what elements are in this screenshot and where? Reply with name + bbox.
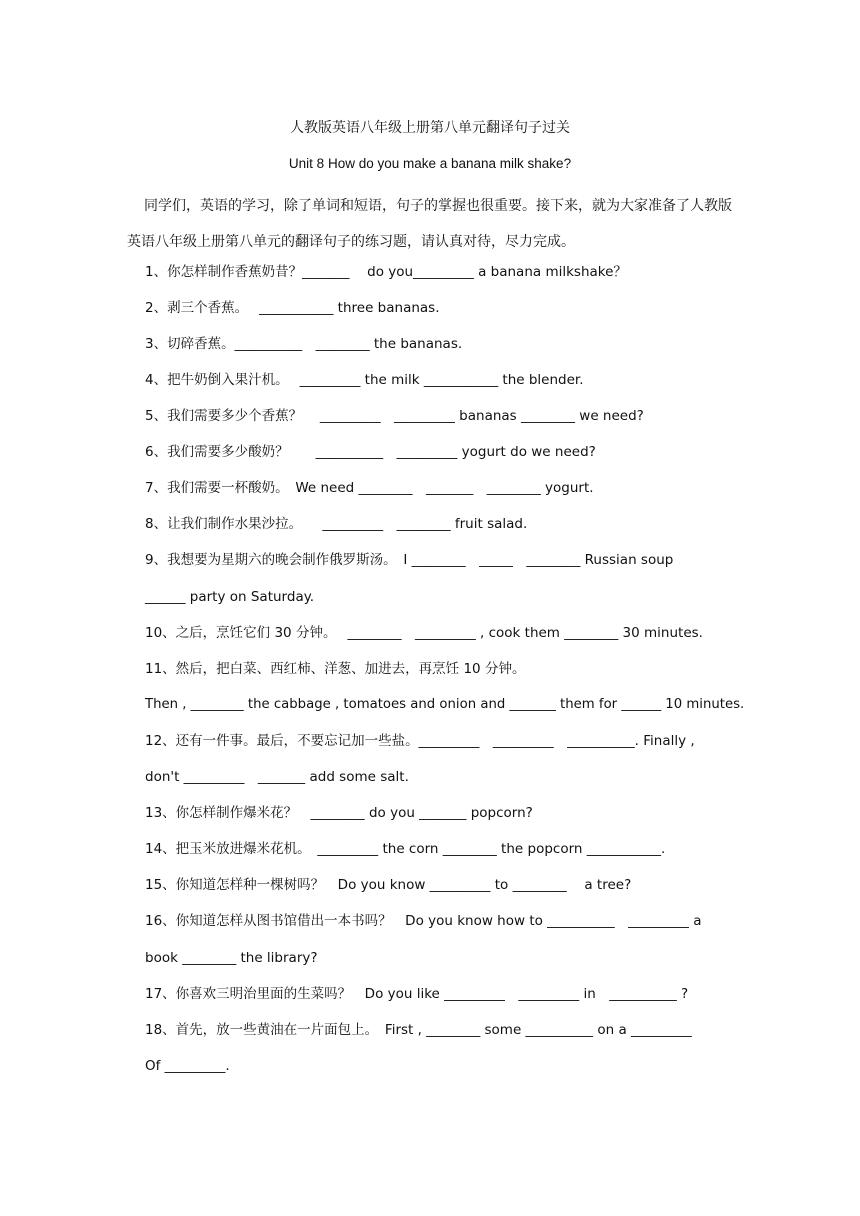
page-subtitle: Unit 8 How do you make a banana milk shake?	[288, 156, 572, 171]
exercise-line: book ________ the library?	[145, 950, 318, 966]
exercise-line: don't _________ _______ add some salt.	[145, 769, 409, 785]
exercise-line: 18、首先，放一些黄油在一片面包上。 First , ________ some __________ on a _________	[145, 1022, 692, 1038]
exercise-line: 4、把牛奶倒入果汁机。 _________ the milk ___________ the blender.	[145, 372, 584, 388]
exercise-line: 10、之后，烹饪它们 30 分钟。 ________ _________ , cook them ________ 30 minutes.	[145, 625, 703, 641]
intro-paragraph: 同学们，英语的学习，除了单词和短语，句子的掌握也很重要。接下来，就为大家准备了人教版英语八年级上册第八单元的翻译句子的练习题，请认真对待，尽力完成。	[127, 198, 732, 250]
exercise-line: 16、你知道怎样从图书馆借出一本书吗？ Do you know how to __________ _________ a	[145, 913, 702, 929]
exercise-line: 12、还有一件事。最后，不要忘记加一些盐。_________ _________ __________. Finally ,	[145, 733, 695, 749]
exercise-line: 17、你喜欢三明治里面的生菜吗？ Do you like _________ _________ in __________ ?	[145, 986, 689, 1002]
page-title: 人教版英语八年级上册第八单元翻译句子过关	[290, 120, 570, 136]
exercise-line: 2、剥三个香蕉。 ___________ three bananas.	[145, 300, 440, 316]
exercise-line: 8、让我们制作水果沙拉。 _________ ________ fruit salad.	[145, 516, 528, 532]
exercise-line: 7、我们需要一杯酸奶。 We need ________ _______ ________ yogurt.	[145, 480, 594, 496]
exercise-line: 9、我想要为星期六的晚会制作俄罗斯汤。 I ________ _____ ________ Russian soup	[145, 552, 674, 568]
exercise-line: 11、然后，把白菜、西红柿、洋葱、加进去，再烹饪 10 分钟。	[145, 661, 526, 677]
exercise-line: 13、你怎样制作爆米花？ ________ do you _______ popcorn?	[145, 805, 533, 821]
exercise-line: Of _________.	[145, 1058, 230, 1074]
exercise-line: 6、我们需要多少酸奶？ __________ _________ yogurt do we need?	[145, 444, 596, 460]
exercise-line: Then , ________ the cabbage , tomatoes and onion and _______ them for ______ 10 minutes.	[145, 697, 745, 712]
exercise-line: 5、我们需要多少个香蕉？ _________ _________ bananas ________ we need?	[145, 408, 644, 424]
exercise-line: ______ party on Saturday.	[145, 589, 315, 605]
exercise-line: 14、把玉米放进爆米花机。 _________ the corn ________ the popcorn ___________.	[145, 841, 666, 857]
exercise-line: 3、切碎香蕉。__________ ________ the bananas.	[145, 336, 463, 352]
exercise-line: 15、你知道怎样种一棵树吗？ Do you know _________ to ________ a tree?	[145, 877, 632, 893]
exercise-line: 1、你怎样制作香蕉奶昔？_______ do you_________ a banana milkshake？	[145, 264, 627, 280]
